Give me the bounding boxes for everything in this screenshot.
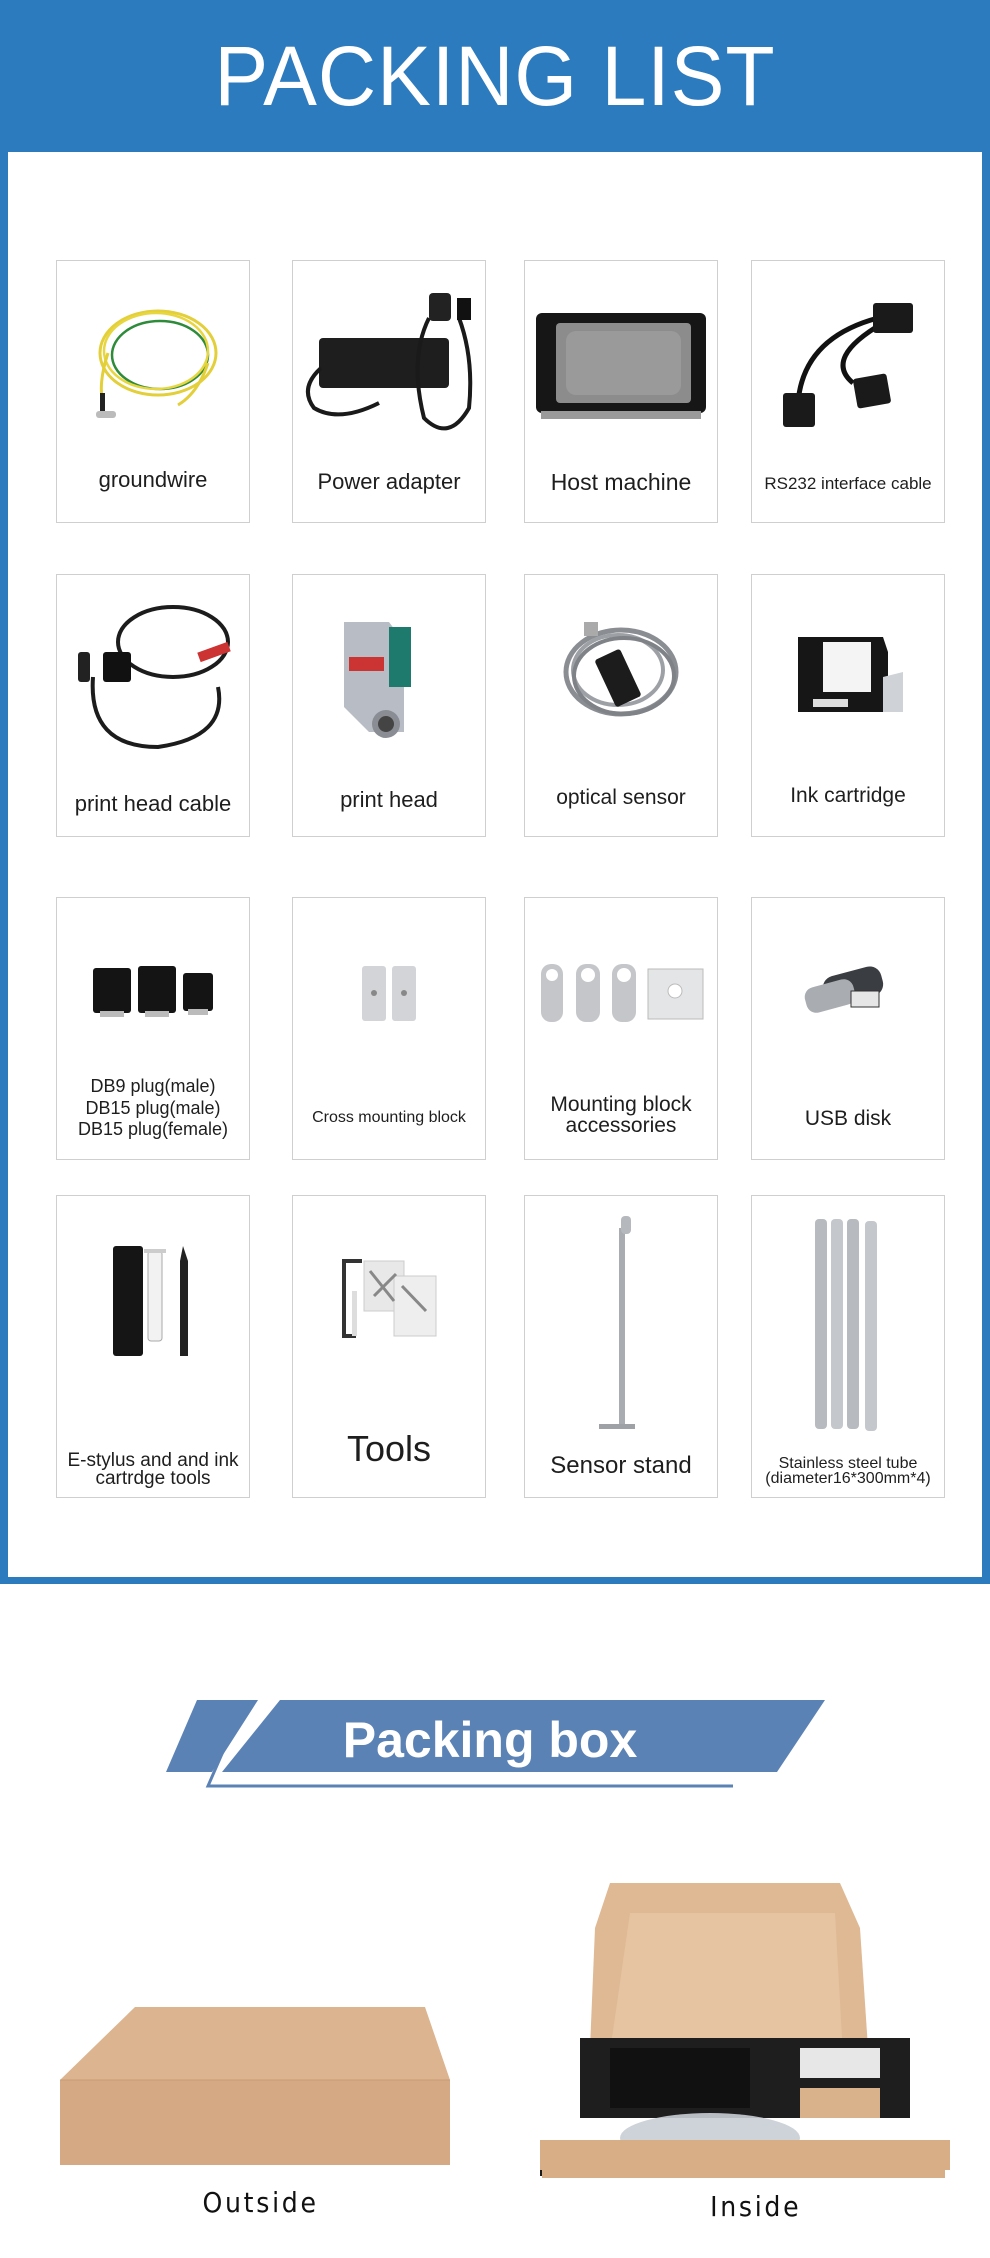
item-card-usb-disk [751,897,945,1160]
item-label-line: cartrdge tools [95,1468,211,1490]
steel-tube-icon [752,1211,944,1436]
power-adapter-icon [293,273,485,453]
item-card-mounting-accessories [524,897,718,1160]
item-label: print head [340,787,438,812]
item-card-cross-mounting-block [292,897,486,1160]
tools-icon [293,1246,485,1356]
item-label [754,1456,942,1486]
item-label-line: (diameter16*300mm*4) [765,1470,931,1488]
item-card-tools [292,1195,486,1498]
item-label-line: E-stylus and and ink [67,1450,239,1471]
item-label [59,1076,247,1141]
groundwire-icon [57,273,249,453]
page-title: PACKING LIST [214,28,776,123]
item-label: RS232 interface cable [764,474,932,493]
item-label-line: accessories [565,1114,677,1137]
inside-caption: Inside [710,2190,802,2223]
item-label: Power adapter [317,469,461,494]
db-plugs-icon [57,948,249,1038]
optical-sensor-icon [525,587,717,767]
ink-cartridge-icon [752,587,944,767]
item-card-host-machine [524,260,718,523]
item-label [59,1452,247,1488]
item-label: Host machine [550,469,692,495]
item-label: USB disk [804,1107,892,1130]
item-card-rs232-cable [751,260,945,523]
cross-mounting-block-icon [293,948,485,1038]
item-label: Sensor stand [550,1452,692,1479]
item-label: Cross mounting block [312,1109,466,1126]
stylus-tools-icon [57,1236,249,1366]
usb-disk-icon [752,948,944,1038]
item-label-line: DB15 plug(male) [85,1097,221,1118]
item-label: groundwire [98,467,208,492]
print-head-icon [293,587,485,767]
packing-box-title: Packing box [342,1712,638,1768]
item-card-sensor-stand [524,1195,718,1498]
item-label: print head cable [74,791,232,816]
item-label-line: Stainless steel tube [778,1455,918,1472]
item-label-line: Mounting block [550,1093,692,1116]
item-card-db-plugs [56,897,250,1160]
sensor-stand-icon [525,1208,717,1438]
item-card-print-head-cable [56,574,250,837]
item-card-optical-sensor [524,574,718,837]
print-head-cable-icon [57,587,249,767]
item-label-line: DB9 plug(male) [90,1076,216,1096]
open-box-icon [540,1878,950,2178]
item-label: Ink cartridge [790,784,906,807]
item-label-line: DB15 plug(female) [77,1119,229,1140]
item-card-ink-cartridge [751,574,945,837]
item-label [527,1094,715,1136]
item-card-print-head [292,574,486,837]
outside-caption: Outside [202,2186,319,2219]
rs232-cable-icon [752,273,944,453]
item-card-stylus-tools [56,1195,250,1498]
item-label: Tools [346,1428,432,1469]
open-box-front-panel [540,2140,950,2170]
item-card-groundwire [56,260,250,523]
item-label: optical sensor [556,786,686,809]
item-card-power-adapter [292,260,486,523]
host-machine-icon [525,273,717,453]
item-card-steel-tube [751,1195,945,1498]
closed-box-icon [55,2000,455,2180]
mounting-accessories-icon [525,948,717,1038]
